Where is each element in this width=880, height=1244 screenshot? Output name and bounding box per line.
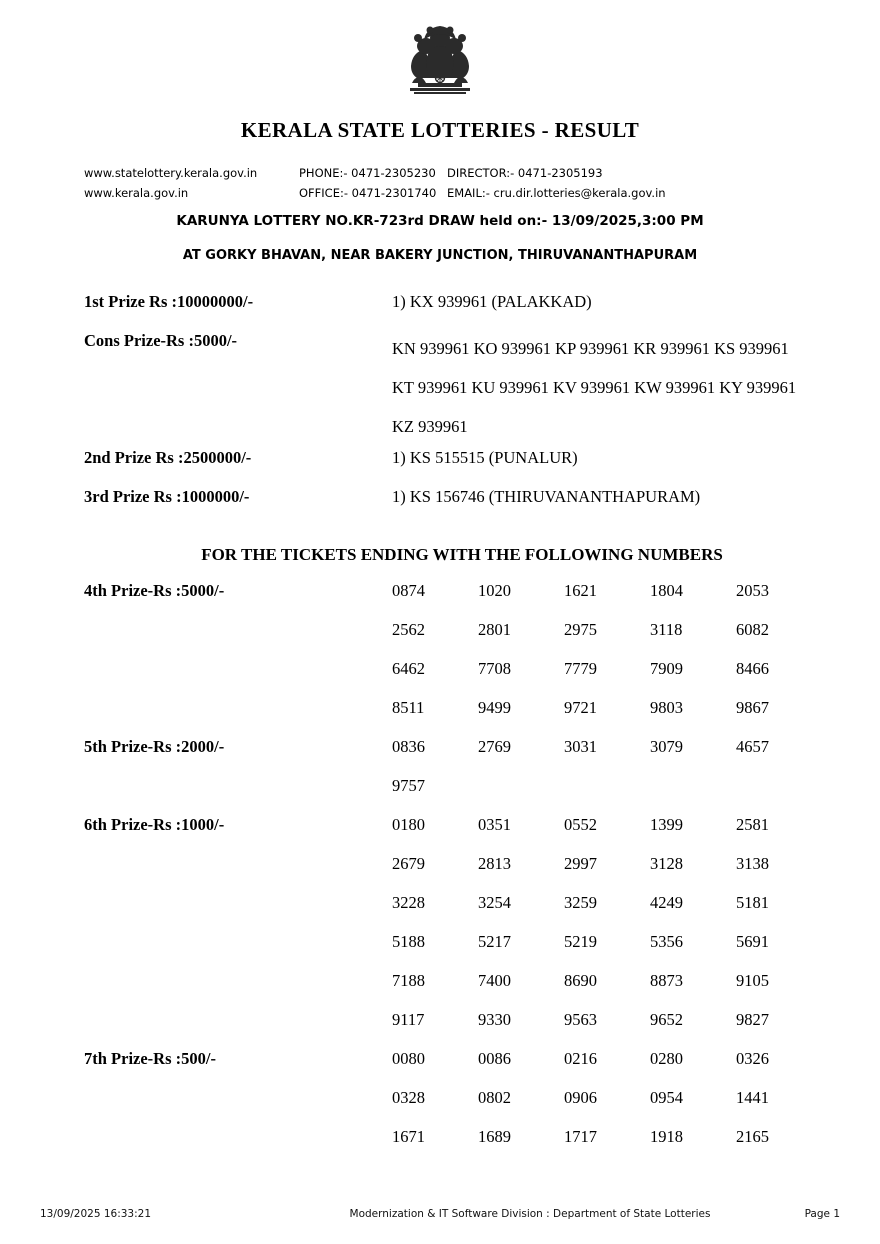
number-cell: 1399 bbox=[650, 815, 683, 834]
number-cell: 2801 bbox=[478, 620, 511, 639]
number-cell: 5217 bbox=[478, 932, 511, 951]
second-prize-label: 2nd Prize Rs :2500000/- bbox=[84, 448, 252, 467]
number-cell: 6082 bbox=[736, 620, 769, 639]
prize-row-fourth bbox=[84, 579, 840, 735]
number-cell: 0552 bbox=[564, 815, 597, 834]
number-cell: 5181 bbox=[736, 893, 769, 912]
number-cell: 0080 bbox=[392, 1049, 425, 1068]
number-cell: 9330 bbox=[478, 1010, 511, 1029]
number-cell: 1441 bbox=[736, 1088, 769, 1107]
website-statelottery[interactable]: www.statelottery.kerala.gov.in bbox=[84, 166, 258, 180]
number-cell: 5219 bbox=[564, 932, 597, 951]
number-row bbox=[392, 618, 840, 657]
fourth-prize-numbers bbox=[392, 579, 840, 735]
seventh-prize-label: 7th Prize-Rs :500/- bbox=[84, 1049, 216, 1068]
number-cell: 5691 bbox=[736, 932, 769, 951]
page-footer bbox=[0, 1208, 880, 1220]
number-cell: 3128 bbox=[650, 854, 683, 873]
number-cell: 0216 bbox=[564, 1049, 597, 1068]
footer-page-number: Page 1 bbox=[804, 1208, 840, 1220]
contact-row-2 bbox=[84, 183, 796, 203]
prize-row-third bbox=[84, 485, 840, 524]
number-cell: 8511 bbox=[392, 698, 425, 717]
website-kerala[interactable]: www.kerala.gov.in bbox=[84, 186, 189, 200]
number-cell: 1671 bbox=[392, 1127, 425, 1146]
number-cell: 0326 bbox=[736, 1049, 769, 1068]
third-prize-label: 3rd Prize Rs :1000000/- bbox=[84, 487, 250, 506]
number-cell bbox=[564, 774, 650, 776]
draw-info-line: KARUNYA LOTTERY NO.KR-723rd DRAW held on:- 13/09/2025,3:00 PM bbox=[176, 213, 704, 229]
number-row bbox=[392, 813, 840, 852]
number-cell: 2679 bbox=[392, 854, 425, 873]
cons-prize-values bbox=[392, 329, 840, 446]
number-row bbox=[392, 1047, 840, 1086]
number-cell: 9827 bbox=[736, 1010, 769, 1029]
number-cell: 5356 bbox=[650, 932, 683, 951]
number-cell: 3118 bbox=[650, 620, 683, 639]
seventh-prize-numbers bbox=[392, 1047, 840, 1164]
number-cell: 9499 bbox=[478, 698, 511, 717]
cons-line: KT 939961 KU 939961 KV 939961 KW 939961 KY 939961 bbox=[392, 378, 797, 397]
second-prize-value: 1) KS 515515 (PUNALUR) bbox=[392, 448, 578, 467]
number-cell: 2581 bbox=[736, 815, 769, 834]
number-cell: 2975 bbox=[564, 620, 597, 639]
number-cell: 7708 bbox=[478, 659, 511, 678]
number-row bbox=[392, 1086, 840, 1125]
contact-row-1 bbox=[84, 163, 796, 183]
number-cell: 3031 bbox=[564, 737, 597, 756]
number-cell: 9721 bbox=[564, 698, 597, 717]
number-cell: 0802 bbox=[478, 1088, 511, 1107]
number-cell: 1717 bbox=[564, 1127, 597, 1146]
ending-numbers-note: FOR THE TICKETS ENDING WITH THE FOLLOWING NUMBERS bbox=[201, 545, 723, 564]
number-cell: 9757 bbox=[392, 776, 425, 795]
prize-row-first bbox=[84, 290, 840, 329]
india-state-emblem-icon bbox=[392, 18, 488, 104]
number-cell: 7779 bbox=[564, 659, 597, 678]
number-cell bbox=[736, 774, 822, 776]
number-cell: 7400 bbox=[478, 971, 511, 990]
first-prize-label: 1st Prize Rs :10000000/- bbox=[84, 292, 254, 311]
number-cell: 8466 bbox=[736, 659, 769, 678]
number-cell: 1804 bbox=[650, 581, 683, 600]
number-row bbox=[392, 930, 840, 969]
number-cell: 8690 bbox=[564, 971, 597, 990]
office-label: OFFICE:- 0471-2301740 bbox=[299, 186, 437, 200]
number-row bbox=[392, 852, 840, 891]
page-title: KERALA STATE LOTTERIES - RESULT bbox=[240, 118, 640, 142]
number-cell: 9117 bbox=[392, 1010, 425, 1029]
number-cell: 2053 bbox=[736, 581, 769, 600]
number-cell: 0954 bbox=[650, 1088, 683, 1107]
number-cell: 0874 bbox=[392, 581, 425, 600]
number-cell: 3259 bbox=[564, 893, 597, 912]
number-row bbox=[392, 774, 840, 813]
number-cell: 6462 bbox=[392, 659, 425, 678]
number-cell bbox=[478, 774, 564, 776]
number-cell: 3079 bbox=[650, 737, 683, 756]
number-cell: 0180 bbox=[392, 815, 425, 834]
first-prize-value: 1) KX 939961 (PALAKKAD) bbox=[392, 292, 592, 311]
number-cell: 0086 bbox=[478, 1049, 511, 1068]
prize-list bbox=[0, 290, 880, 524]
number-cell: 2769 bbox=[478, 737, 511, 756]
number-cell bbox=[650, 774, 736, 776]
number-cell: 9803 bbox=[650, 698, 683, 717]
sixth-prize-numbers bbox=[392, 813, 840, 1047]
phone-label: PHONE:- 0471-2305230 bbox=[299, 166, 436, 180]
number-cell: 1020 bbox=[478, 581, 511, 600]
prize-row-fifth bbox=[84, 735, 840, 813]
footer-department: Modernization & IT Software Division : Department of State Lotteries bbox=[349, 1208, 711, 1220]
number-cell: 1918 bbox=[650, 1127, 683, 1146]
number-cell: 0836 bbox=[392, 737, 425, 756]
number-cell: 2562 bbox=[392, 620, 425, 639]
prize-row-sixth bbox=[84, 813, 840, 1047]
number-cell: 8873 bbox=[650, 971, 683, 990]
number-cell: 1689 bbox=[478, 1127, 511, 1146]
prize-row-consolation bbox=[84, 329, 840, 446]
fifth-prize-numbers bbox=[392, 735, 840, 813]
number-cell: 2997 bbox=[564, 854, 597, 873]
footer-timestamp: 13/09/2025 16:33:21 bbox=[40, 1208, 152, 1220]
number-cell: 7188 bbox=[392, 971, 425, 990]
number-cell: 4249 bbox=[650, 893, 683, 912]
number-row bbox=[392, 1125, 840, 1164]
number-row bbox=[392, 696, 840, 735]
number-cell: 3228 bbox=[392, 893, 425, 912]
number-cell: 5188 bbox=[392, 932, 425, 951]
sixth-prize-label: 6th Prize-Rs :1000/- bbox=[84, 815, 225, 834]
fourth-prize-label: 4th Prize-Rs :5000/- bbox=[84, 581, 225, 600]
number-cell: 4657 bbox=[736, 737, 769, 756]
number-cell: 2813 bbox=[478, 854, 511, 873]
email-label[interactable]: EMAIL:- cru.dir.lotteries@kerala.gov.in bbox=[447, 186, 666, 200]
third-prize-value: 1) KS 156746 (THIRUVANANTHAPURAM) bbox=[392, 487, 701, 506]
number-row bbox=[392, 1008, 840, 1047]
number-cell: 0280 bbox=[650, 1049, 683, 1068]
number-cell: 7909 bbox=[650, 659, 683, 678]
prize-number-grids bbox=[0, 579, 880, 1164]
number-cell: 0906 bbox=[564, 1088, 597, 1107]
number-cell: 9652 bbox=[650, 1010, 683, 1029]
cons-prize-label: Cons Prize-Rs :5000/- bbox=[84, 331, 238, 350]
number-cell: 2165 bbox=[736, 1127, 769, 1146]
number-row bbox=[392, 891, 840, 930]
number-cell: 1621 bbox=[564, 581, 597, 600]
emblem-container bbox=[0, 0, 880, 104]
number-row bbox=[392, 735, 840, 774]
number-cell: 9105 bbox=[736, 971, 769, 990]
cons-line: KZ 939961 bbox=[392, 417, 468, 436]
cons-line: KN 939961 KO 939961 KP 939961 KR 939961 KS 939961 bbox=[392, 339, 789, 358]
prize-row-second bbox=[84, 446, 840, 485]
director-label: DIRECTOR:- 0471-2305193 bbox=[447, 166, 603, 180]
number-cell: 0328 bbox=[392, 1088, 425, 1107]
number-row bbox=[392, 969, 840, 1008]
number-cell: 9867 bbox=[736, 698, 769, 717]
number-row bbox=[392, 657, 840, 696]
fifth-prize-label: 5th Prize-Rs :2000/- bbox=[84, 737, 225, 756]
number-cell: 0351 bbox=[478, 815, 511, 834]
number-cell: 3138 bbox=[736, 854, 769, 873]
venue-line: AT GORKY BHAVAN, NEAR BAKERY JUNCTION, THIRUVANANTHAPURAM bbox=[182, 248, 698, 263]
number-cell: 3254 bbox=[478, 893, 511, 912]
contact-block bbox=[0, 163, 880, 203]
prize-row-seventh bbox=[84, 1047, 840, 1164]
number-cell: 9563 bbox=[564, 1010, 597, 1029]
number-row bbox=[392, 579, 840, 618]
